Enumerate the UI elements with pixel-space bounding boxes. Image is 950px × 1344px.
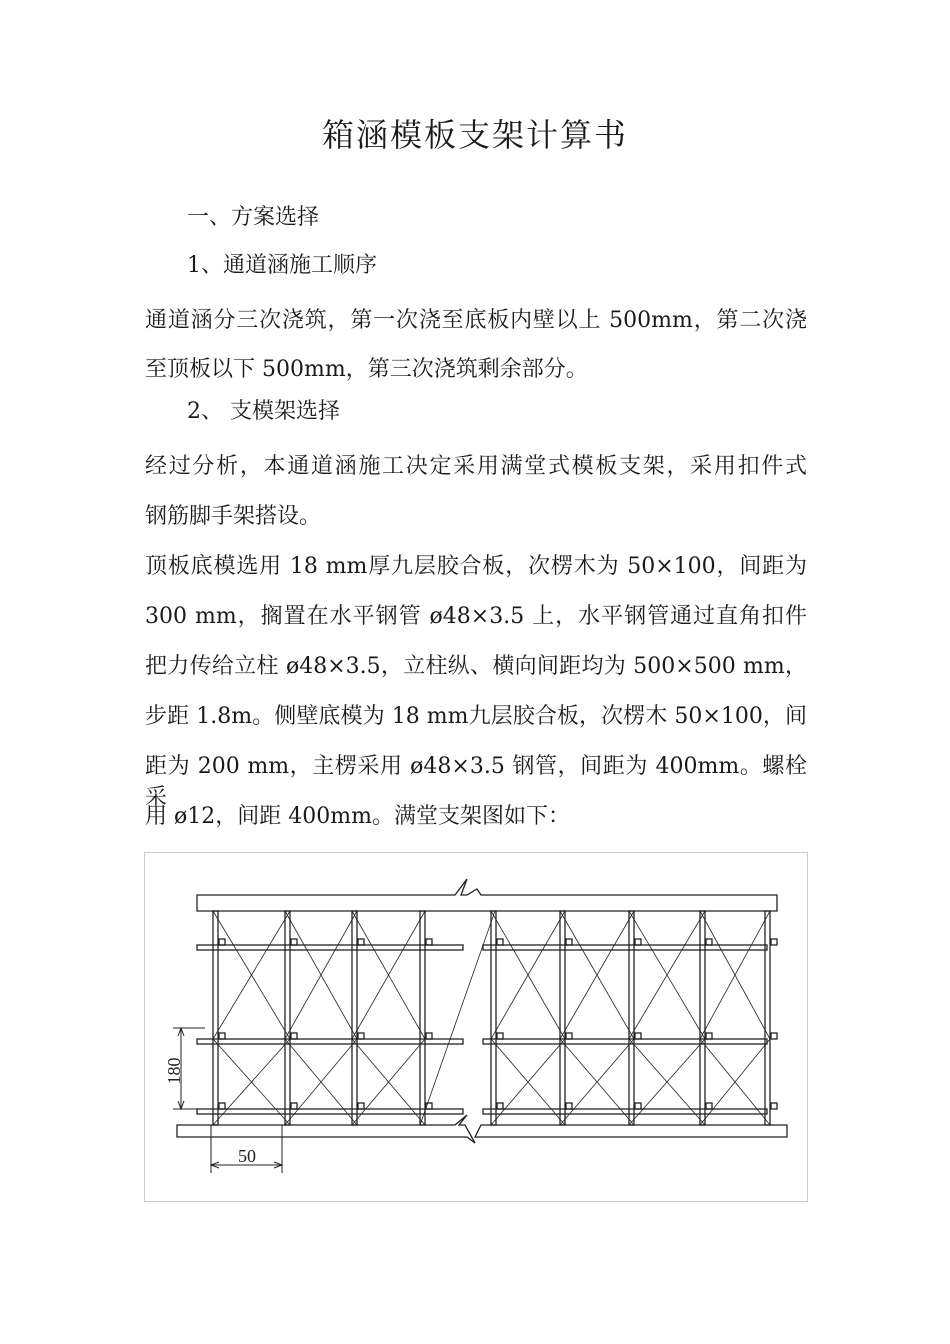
scaffold-drawing [145,853,809,1203]
vertical-standard [629,911,634,1125]
clamp-mark [358,939,364,945]
paragraph-line: 通道涵分三次浇筑，第一次浇至底板内壁以上 500mm，第二次浇 [145,308,807,333]
horizontal-ledger [483,1109,767,1114]
clamp-mark [635,1103,641,1109]
clamp-mark [771,1103,777,1109]
clamp-mark [706,1103,712,1109]
clamp-mark [358,1033,364,1039]
clamp-mark [771,1033,777,1039]
horizontal-ledger [197,945,463,950]
vertical-standard [765,911,770,1125]
bottom-slab-right [475,1125,787,1137]
top-slab [197,879,777,911]
paragraph-line: 300 mm，搁置在水平钢管 ø48×3.5 上，水平钢管通过直角扣件 [145,604,807,629]
paragraph-line: 距为 200 mm，主楞采用 ø48×3.5 钢管，间距为 400mm。螺栓采 [145,754,807,810]
clamp-mark [291,1103,297,1109]
dimension-label-horizontal: 50 [238,1146,256,1166]
vertical-standard [491,911,496,1125]
page-title: 箱涵模板支架计算书 [321,116,628,154]
paragraph-line: 步距 1.8m。侧壁底模为 18 mm九层胶合板，次楞木 50×100，间 [145,704,807,729]
clamp-mark [426,1033,432,1039]
clamp-mark [771,939,777,945]
clamp-mark [566,1033,572,1039]
subsection-heading: 1、通道涵施工顺序 [187,253,377,278]
dimension-label-vertical: 180 [164,1057,184,1085]
clamp-mark [635,939,641,945]
scaffold-diagram [144,852,808,1202]
horizontal-ledger [483,1039,767,1044]
paragraph-line: 钢筋脚手架搭设。 [145,504,322,529]
vertical-standard [352,911,357,1125]
clamp-mark [566,1103,572,1109]
clamp-mark [219,939,225,945]
horizontal-ledger [483,945,767,950]
bottom-slab-left [177,1115,475,1143]
clamp-mark [219,1103,225,1109]
clamp-mark [291,939,297,945]
vertical-standard [285,911,290,1125]
clamp-mark [291,1033,297,1039]
section-heading: 一、方案选择 [187,205,320,230]
clamp-mark [635,1033,641,1039]
clamp-mark [706,939,712,945]
clamp-mark [497,1033,503,1039]
vertical-standard [213,911,218,1125]
clamp-mark [219,1033,225,1039]
vertical-standard [560,911,565,1125]
paragraph-line: 把力传给立柱 ø48×3.5，立柱纵、横向间距均为 500×500 mm， [145,654,807,679]
clamp-mark [358,1103,364,1109]
paragraph-line: 顶板底模选用 18 mm厚九层胶合板，次楞木为 50×100，间距为 [145,554,807,579]
paragraph-line: 至顶板以下 500mm，第三次浇筑剩余部分。 [145,357,588,382]
vertical-standard [700,911,705,1125]
horizontal-ledger [197,1109,463,1114]
clamp-mark [497,939,503,945]
cross-brace [420,911,495,1125]
clamp-mark [706,1033,712,1039]
clamp-mark [497,1103,503,1109]
paragraph-line: 用 ø12，间距 400mm。满堂支架图如下： [145,804,570,829]
vertical-standard [420,911,425,1125]
clamp-mark [566,939,572,945]
subsection-heading: 2、 支模架选择 [187,399,340,424]
paragraph-line: 经过分析，本通道涵施工决定采用满堂式模板支架，采用扣件式 [145,454,807,479]
clamp-mark [426,939,432,945]
